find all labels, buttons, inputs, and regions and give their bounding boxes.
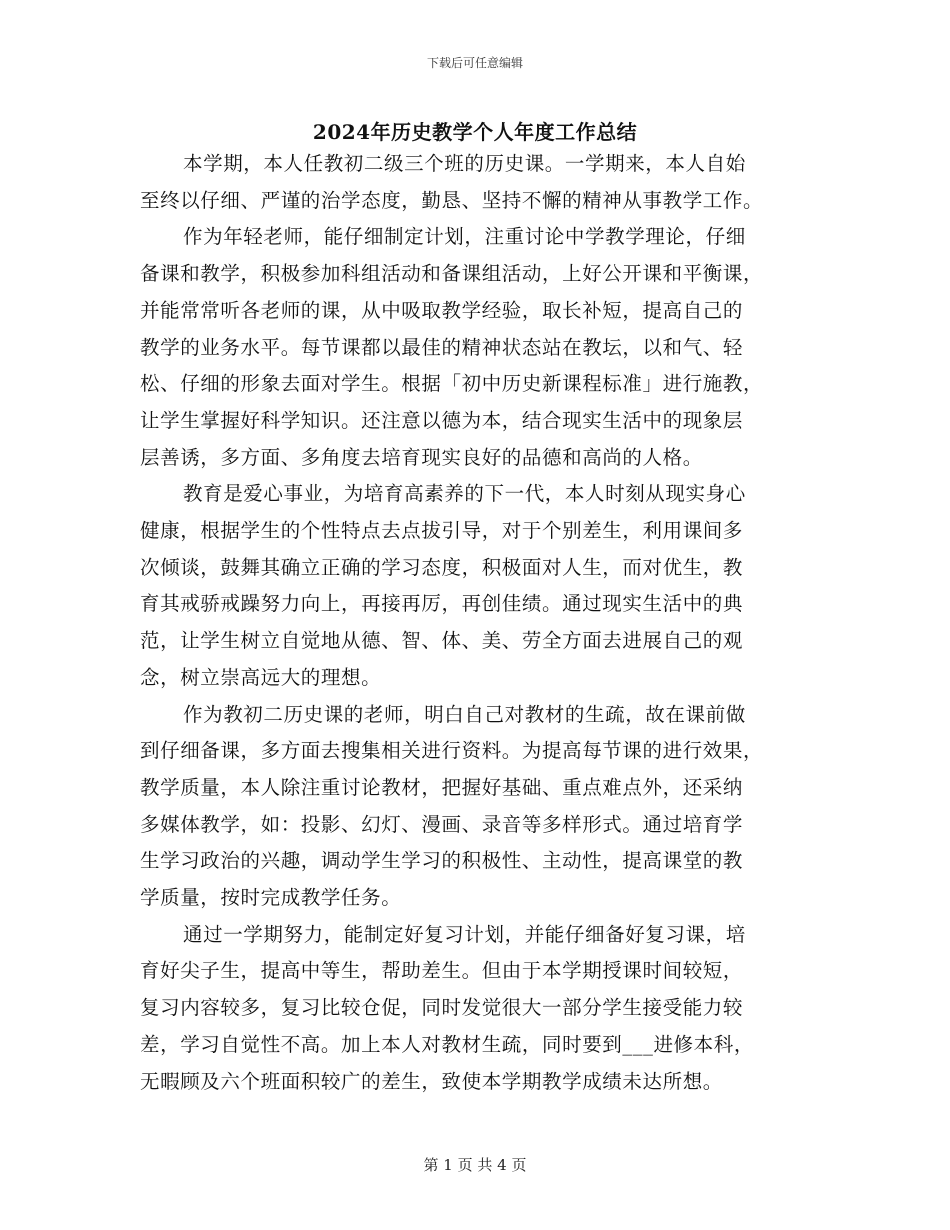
paragraph-line: 范，让学生树立自觉地从德、智、体、美、劳全方面去进展自己的观 bbox=[140, 629, 744, 653]
paragraph-line: 生学习政治的兴趣，调动学生学习的积极性、主动性，提高课堂的教 bbox=[140, 849, 744, 873]
paragraph bbox=[140, 219, 810, 476]
paragraph-line: 无暇顾及六个班面积较广的差生，致使本学期教学成绩未达所想。 bbox=[140, 1069, 723, 1093]
paragraph-line: 育其戒骄戒躁努力向上，再接再厉，再创佳绩。通过现实生活中的典 bbox=[140, 592, 744, 616]
paragraph-line: 松、仔细的形象去面对学生。根据「初中历史新课程标准」进行施教， bbox=[140, 372, 764, 396]
paragraph-line: 健康，根据学生的个性特点去点拔引导，对于个别差生，利用课间多 bbox=[140, 519, 744, 543]
page-footer: 第 1 页 共 4 页 bbox=[423, 1156, 527, 1174]
paragraph bbox=[140, 476, 810, 696]
paragraph-line: 复习内容较多，复习比较仓促，同时发觉很大一部分学生接受能力较 bbox=[140, 996, 744, 1020]
paragraph-line: 念，树立崇高远大的理想。 bbox=[140, 665, 382, 689]
header-note: 下载后可任意编辑 bbox=[426, 56, 523, 70]
paragraph-line: 次倾谈，鼓舞其确立正确的学习态度，积极面对人生，而对优生，教 bbox=[140, 555, 744, 579]
paragraph-line: 学质量，按时完成教学任务。 bbox=[140, 886, 402, 910]
paragraph bbox=[140, 917, 810, 1101]
paragraph-line: 至终以仔细、严谨的治学态度，勤恳、坚持不懈的精神从事教学工作。 bbox=[140, 188, 764, 212]
paragraph-line: 到仔细备课，多方面去搜集相关进行资料。为提高每节课的进行效果， bbox=[140, 739, 764, 763]
document-body bbox=[140, 146, 810, 1100]
paragraph-line: 本学期，本人任教初二级三个班的历史课。一学期来，本人自始 bbox=[183, 152, 746, 175]
paragraph-line: 并能常常听各老师的课，从中吸取教学经验，取长补短，提高自己的 bbox=[140, 298, 744, 322]
paragraph-line: 差，学习自觉性不高。加上本人对教材生疏，同时要到___进修本科， bbox=[140, 1032, 754, 1056]
paragraph-line: 教育是爱心事业，为培育高素养的下一代，本人时刻从现实身心 bbox=[183, 482, 746, 506]
paragraph bbox=[140, 146, 810, 219]
paragraph-line: 育好尖子生，提高中等生，帮助差生。但由于本学期授课时间较短， bbox=[140, 959, 744, 983]
paragraph-line: 教学的业务水平。每节课都以最佳的精神状态站在教坛，以和气、轻 bbox=[140, 335, 744, 359]
paragraph-line: 层善诱，多方面、多角度去培育现实良好的品德和高尚的人格。 bbox=[140, 445, 703, 469]
paragraph-line: 备课和教学，积极参加科组活动和备课组活动，上好公开课和平衡课， bbox=[140, 262, 764, 286]
paragraph-line: 多媒体教学，如：投影、幻灯、漫画、录音等多样形式。通过培育学 bbox=[140, 812, 744, 836]
paragraph-line: 教学质量，本人除注重讨论教材，把握好基础、重点难点外，还采纳 bbox=[140, 775, 744, 799]
paragraph-line: 作为年轻老师，能仔细制定计划，注重讨论中学教学理论，仔细 bbox=[183, 225, 746, 249]
paragraph-line: 作为教初二历史课的老师，明白自己对教材的生疏，故在课前做 bbox=[183, 702, 746, 726]
document-title: 2024年历史教学个人年度工作总结 bbox=[312, 120, 638, 144]
paragraph-line: 让学生掌握好科学知识。还注意以德为本，结合现实生活中的现象层 bbox=[140, 408, 744, 432]
paragraph-line: 通过一学期努力，能制定好复习计划，并能仔细备好复习课，培 bbox=[183, 922, 746, 946]
paragraph bbox=[140, 697, 810, 917]
